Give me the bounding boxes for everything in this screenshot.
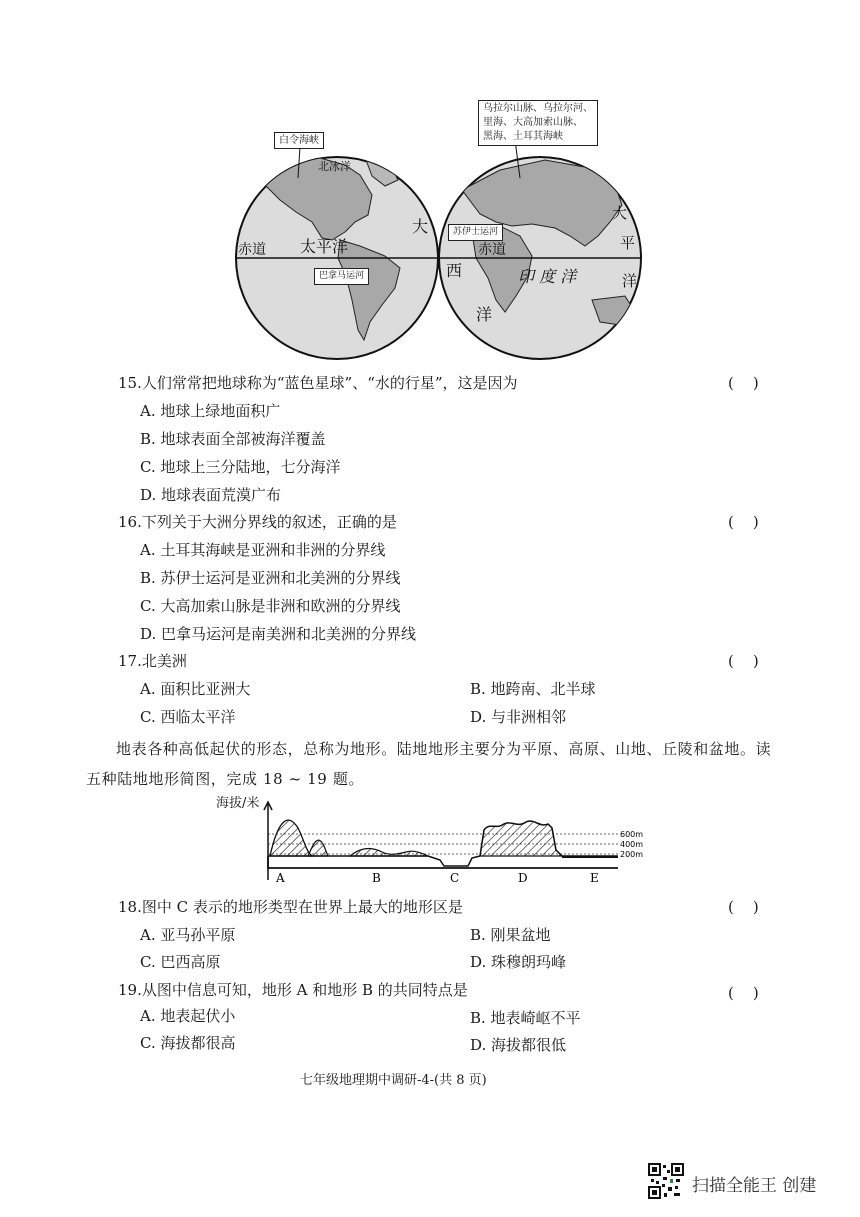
equator-label-right: 赤道 — [478, 242, 506, 258]
option-18-a[interactable]: A. 亚马孙平原 — [140, 926, 236, 944]
option-17-d[interactable]: D. 与非洲相邻 — [470, 708, 567, 726]
option-18-d[interactable]: D. 珠穆朗玛峰 — [470, 953, 567, 971]
arctic-label: 北冰洋 — [318, 160, 351, 173]
answer-paren-16[interactable]: ( ) — [728, 513, 759, 531]
intro-line-2: 五种陆地地形简图，完成 18 ~ 19 题。 — [86, 770, 365, 788]
question-19: 19.从图中信息可知，地形 A 和地形 B 的共同特点是 — [118, 981, 468, 999]
terrain-a-mountain — [270, 820, 312, 856]
terrain-a-hill — [308, 840, 328, 856]
option-17-a[interactable]: A. 面积比亚洲大 — [140, 680, 251, 698]
option-17-b[interactable]: B. 地跨南、北半球 — [470, 680, 596, 698]
terrain-b-hills — [350, 849, 428, 856]
terrain-label-a: A — [276, 871, 285, 885]
bering-strait-label: 白令海峡 — [274, 132, 324, 149]
page-footer: 七年级地理期中调研-4-(共 8 页) — [300, 1073, 487, 1088]
da-label-left: 大 — [412, 217, 429, 236]
terrain-label-e: E — [590, 871, 599, 885]
question-16: 16.下列关于大洲分界线的叙述，正确的是 — [118, 513, 397, 531]
option-16-d[interactable]: D. 巴拿马运河是南美洲和北美洲的分界线 — [140, 625, 417, 643]
scanner-watermark: 扫描全能王 创建 — [692, 1176, 817, 1196]
option-15-d[interactable]: D. 地球表面荒漠广布 — [140, 486, 282, 504]
option-16-c[interactable]: C. 大高加索山脉是非洲和欧洲的分界线 — [140, 597, 401, 615]
pacific-label-left: 太平洋 — [300, 237, 349, 256]
indian-ocean-label: 印 度 洋 — [518, 267, 577, 286]
terrain-label-b: B — [372, 871, 381, 885]
terrain-profile-chart — [200, 790, 660, 890]
answer-paren-15[interactable]: ( ) — [728, 374, 759, 392]
terrain-d-plateau — [480, 821, 562, 856]
answer-paren-19[interactable]: ( ) — [728, 984, 759, 1002]
question-15: 15.人们常常把地球称为“蓝色星球”、“水的行星”，这是因为 — [118, 374, 518, 392]
panama-canal-label: 巴拿马运河 — [314, 268, 369, 285]
eurasia-boundary-label: 乌拉尔山脉、乌拉尔河、 里海、大高加索山脉、 黑海、土耳其海峡 — [478, 100, 598, 146]
yang-label: 洋 — [476, 305, 493, 324]
option-19-c[interactable]: C. 海拔都很高 — [140, 1034, 236, 1052]
suez-canal-label: 苏伊士运河 — [448, 224, 503, 241]
option-19-b[interactable]: B. 地表崎岖不平 — [470, 1009, 581, 1027]
option-15-c[interactable]: C. 地球上三分陆地，七分海洋 — [140, 458, 341, 476]
option-16-a[interactable]: A. 土耳其海峡是亚洲和非洲的分界线 — [140, 541, 386, 559]
option-15-b[interactable]: B. 地球表面全部被海洋覆盖 — [140, 430, 326, 448]
option-19-d[interactable]: D. 海拔都很低 — [470, 1036, 567, 1054]
option-15-a[interactable]: A. 地球上绿地面积广 — [140, 402, 281, 420]
terrain-ylabel: 海拔/米 — [216, 796, 260, 811]
answer-paren-17[interactable]: ( ) — [728, 652, 759, 670]
level-label-200: 200m — [620, 850, 644, 859]
level-label-400: 400m — [620, 840, 644, 849]
option-19-a[interactable]: A. 地表起伏小 — [140, 1007, 236, 1025]
world-hemispheres-map — [0, 0, 860, 370]
answer-paren-18[interactable]: ( ) — [728, 898, 759, 916]
option-18-c[interactable]: C. 巴西高原 — [140, 953, 221, 971]
option-16-b[interactable]: B. 苏伊士运河是亚洲和北美洲的分界线 — [140, 569, 401, 587]
option-18-b[interactable]: B. 刚果盆地 — [470, 926, 551, 944]
da-label-right: 大 — [612, 204, 628, 222]
intro-line-1: 地表各种高低起伏的形态，总称为地形。陆地地形主要分为平原、高原、山地、丘陵和盆地。读 — [116, 740, 772, 758]
qr-code-icon — [648, 1163, 684, 1199]
question-18: 18.图中 C 表示的地形类型在世界上最大的地形区是 — [118, 898, 463, 916]
option-17-c[interactable]: C. 西临太平洋 — [140, 708, 236, 726]
terrain-label-c: C — [450, 871, 460, 885]
intro-paragraph — [86, 734, 796, 794]
equator-label-left: 赤道 — [238, 242, 266, 258]
level-label-600: 600m — [620, 830, 644, 839]
terrain-label-d: D — [518, 871, 528, 885]
xi-label: 西 — [446, 261, 463, 280]
ping-label-right: 平 — [620, 234, 636, 252]
yang-label-right: 洋 — [622, 272, 638, 290]
question-17: 17.北美洲 — [118, 652, 187, 670]
